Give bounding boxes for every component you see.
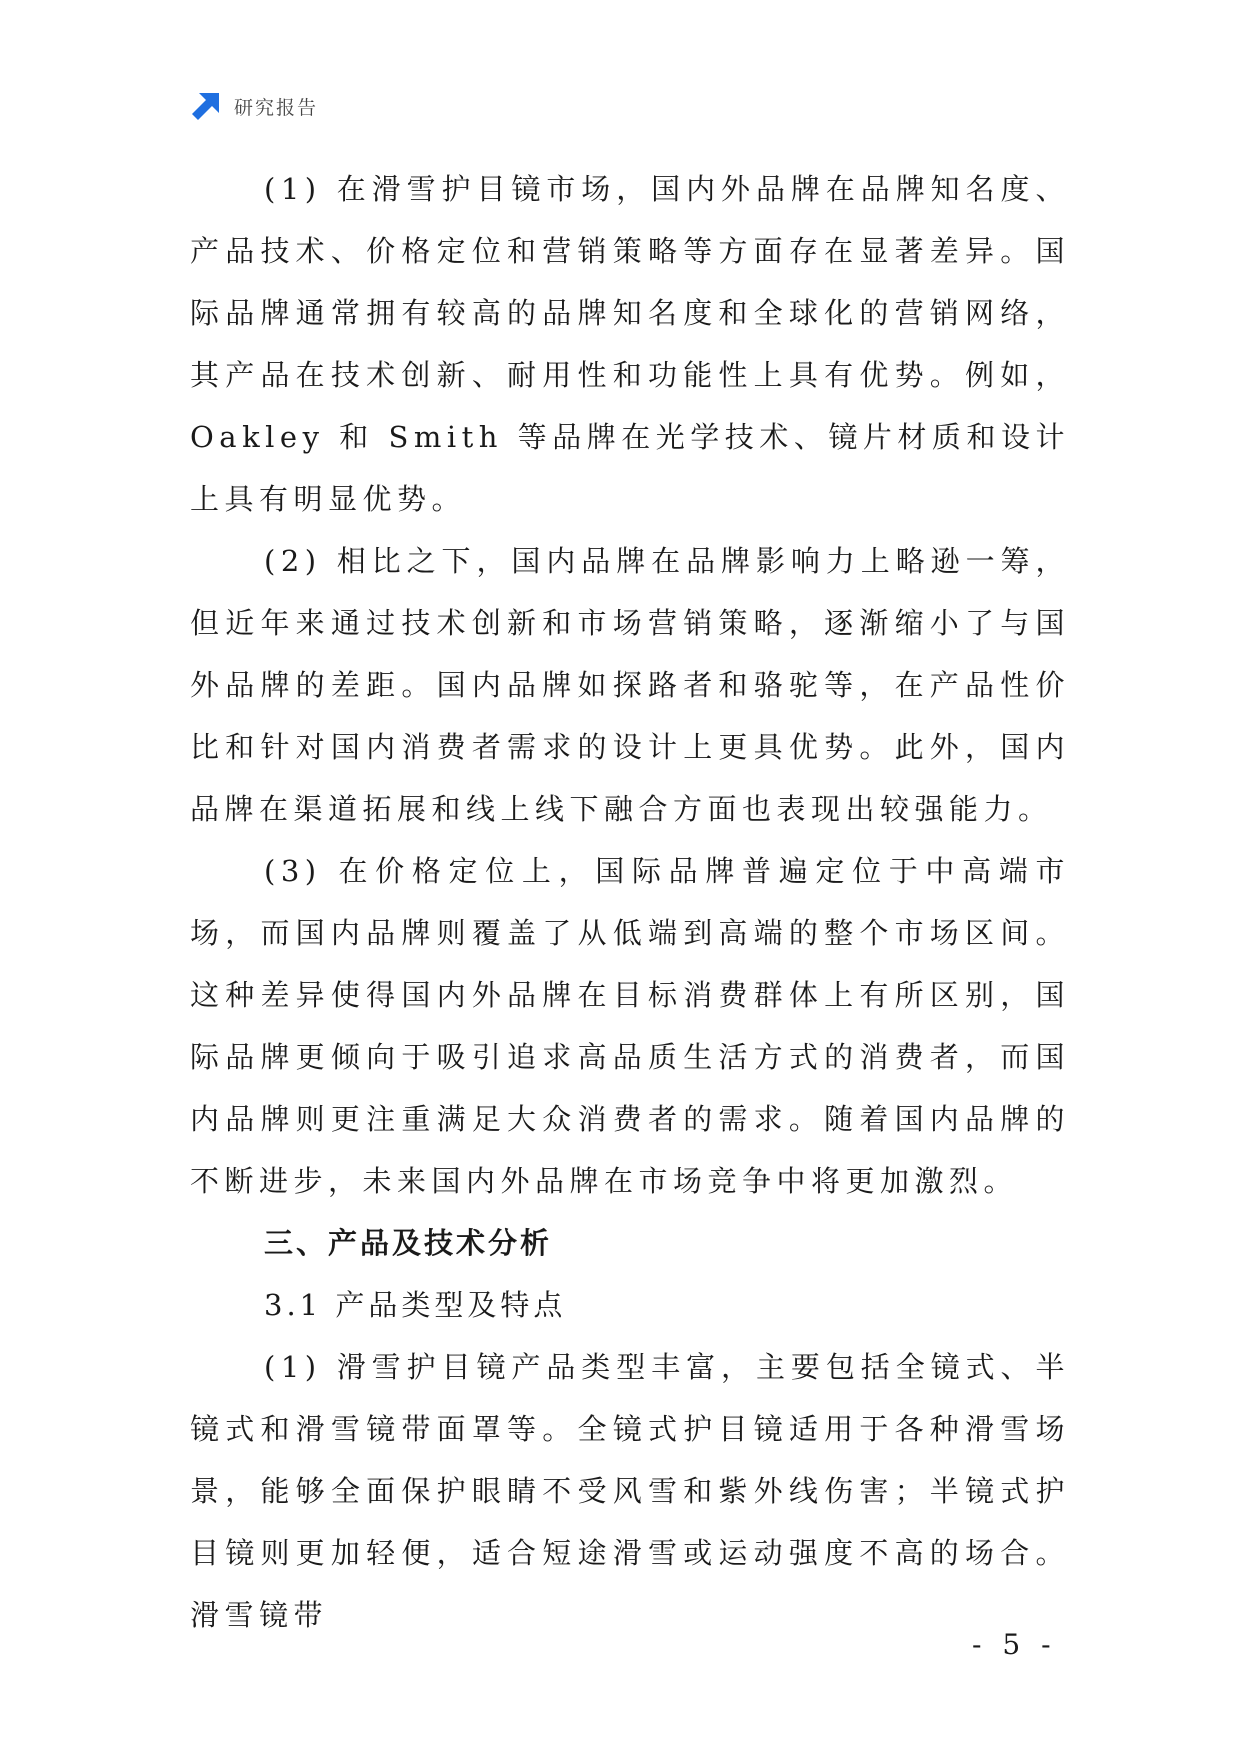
document-body	[190, 158, 1070, 1646]
arrow-up-right-icon	[190, 90, 222, 122]
paragraph: (3) 在价格定位上，国际品牌普遍定位于中高端市场，而国内品牌则覆盖了从低端到高端的整个市场区间。这种差异使得国内外品牌在目标消费群体上有所区别，国际品牌更倾向于吸引追求高品质生活方式的消费者，而国内品牌则更注重满足大众消费者的需求。随着国内品牌的不断进步，未来国内外品牌在市场竞争中将更加激烈。	[190, 854, 1070, 1198]
page-number-text: - 5 -	[972, 1628, 1057, 1661]
page-header	[190, 90, 318, 122]
section-heading: 三、产品及技术分析	[264, 1226, 553, 1260]
paragraph: (1) 滑雪护目镜产品类型丰富，主要包括全镜式、半镜式和滑雪镜带面罩等。全镜式护目镜适用于各种滑雪场景，能够全面保护眼睛不受风雪和紫外线伤害；半镜式护目镜则更加轻便，适合短途滑雪或运动强度不高的场合。滑雪镜带	[190, 1350, 1070, 1632]
paragraph: (2) 相比之下，国内品牌在品牌影响力上略逊一筹，但近年来通过技术创新和市场营销策略，逐渐缩小了与国外品牌的差距。国内品牌如探路者和骆驼等，在产品性价比和针对国内消费者需求的设计上更具优势。此外，国内品牌在渠道拓展和线上线下融合方面也表现出较强能力。	[190, 544, 1070, 826]
paragraph: (1) 在滑雪护目镜市场，国内外品牌在品牌知名度、产品技术、价格定位和营销策略等方面存在显著差异。国际品牌通常拥有较高的品牌知名度和全球化的营销网络，其产品在技术创新、耐用性和功能性上具有优势。例如，Oakley 和 Smith 等品牌在光学技术、镜片材质和设计上具有明显优势。	[190, 172, 1070, 516]
header-title: 研究报告	[234, 96, 319, 119]
subsection-heading: 3.1 产品类型及特点	[264, 1288, 567, 1322]
